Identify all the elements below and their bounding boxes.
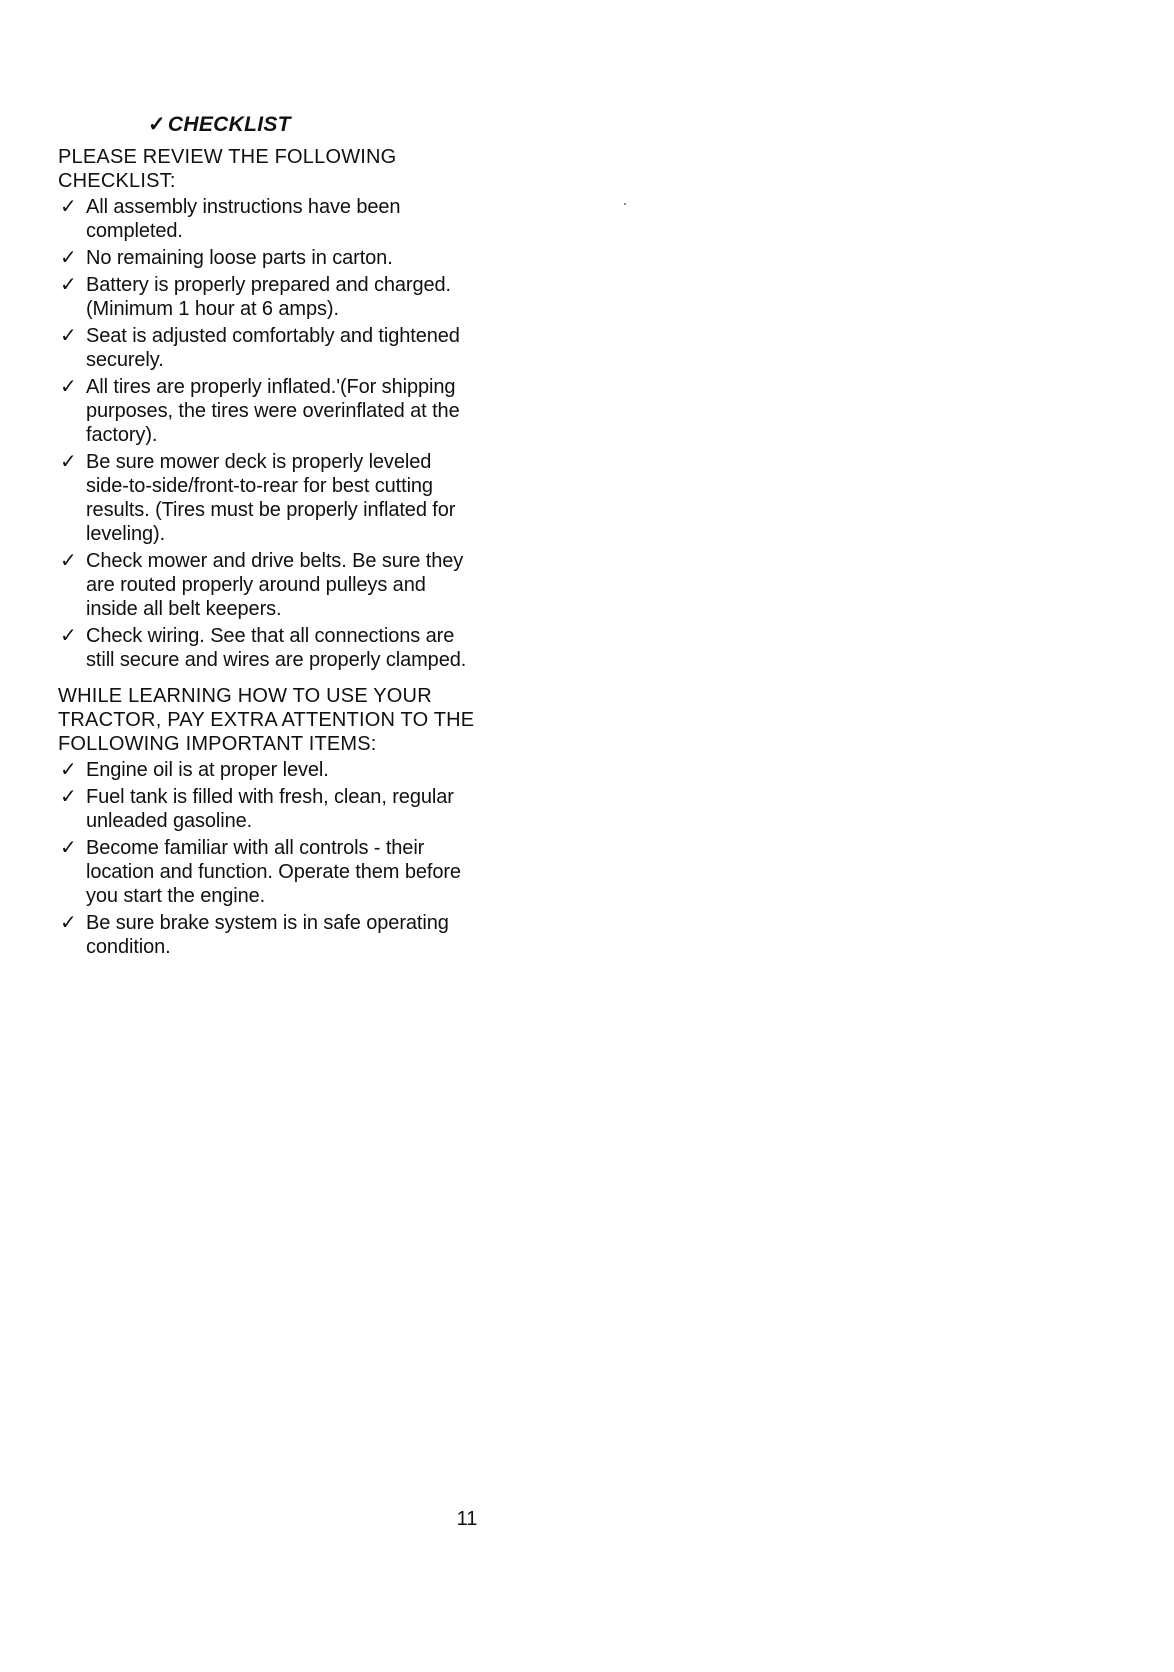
checklist-item-text: No remaining loose parts in carton. [86,247,393,269]
checkmark-icon: ✓ [60,912,77,934]
checklist-item-text: Engine oil is at proper level. [86,759,329,781]
checkmark-icon: ✓ [60,837,77,859]
checkmark-icon: ✓ [60,550,77,572]
checklist-item-text: All tires are properly inflated.'(For shipping purposes, the tires were overinflated at the factory). [86,376,460,446]
checklist-item [58,785,478,833]
checklist-item [58,246,478,270]
checklist-item [58,549,478,621]
checkmark-icon: ✓ [148,113,166,136]
section-title [148,112,478,138]
checklist-item-text: Check wiring. See that all connections are still secure and wires are properly clamped. [86,625,467,671]
checklist-item [58,758,478,782]
checklist-item-text: Become familiar with all controls - their location and function. Operate them before you start the engine. [86,837,461,907]
checklist-item [58,836,478,908]
important-items-list [58,758,478,959]
checklist-item [58,324,478,372]
important-items-heading: WHILE LEARNING HOW TO USE YOUR TRACTOR, PAY EXTRA ATTENTION TO THE FOLLOWING IMPORTANT ITEMS: [58,685,475,755]
checklist-item-text: Battery is properly prepared and charged. (Minimum 1 hour at 6 amps). [86,274,452,320]
checkmark-icon: ✓ [60,625,77,647]
checklist-item [58,911,478,959]
intro-heading: PLEASE REVIEW THE FOLLOWING CHECKLIST: [58,146,397,192]
checklist-item [58,624,478,672]
checkmark-icon: ✓ [60,376,77,398]
checklist-item-text: Be sure brake system is in safe operating condition. [86,912,449,958]
section-title-text: CHECKLIST [167,113,291,136]
checkmark-icon: ✓ [60,451,77,473]
checklist-item-text: All assembly instructions have been completed. [86,196,401,242]
checklist [58,195,478,672]
checkmark-icon: ✓ [60,274,77,296]
checklist-item-text: Seat is adjusted comfortably and tightened securely. [86,325,460,371]
page-number: 11 [456,1508,478,1530]
checkmark-icon: ✓ [60,196,77,218]
checkmark-icon: ✓ [60,759,77,781]
checkmark-icon: ✓ [60,325,77,347]
checklist-column [58,112,478,962]
checklist-item [58,450,478,546]
checklist-item [58,273,478,321]
checklist-item-text: Fuel tank is filled with fresh, clean, regular unleaded gasoline. [86,786,454,832]
checkmark-icon: ✓ [60,786,77,808]
checkmark-icon: ✓ [60,247,77,269]
checklist-item-text: Be sure mower deck is properly leveled side-to-side/front-to-rear for best cutting results. (Tires must be properly inflated for leveling). [86,451,456,545]
scan-speck [624,203,626,205]
checklist-item [58,375,478,447]
checklist-item-text: Check mower and drive belts. Be sure they are routed properly around pulleys and inside all belt keepers. [86,550,464,620]
checklist-item [58,195,478,243]
